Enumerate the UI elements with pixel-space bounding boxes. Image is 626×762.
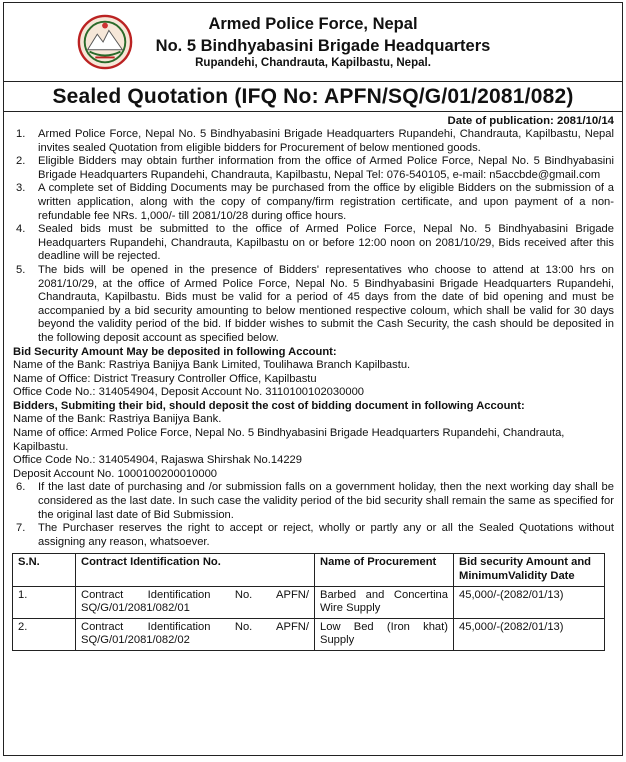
item-number: 6. (16, 481, 26, 494)
list-item (13, 264, 614, 346)
item-text: Armed Police Force, Nepal No. 5 Bindhyabasini Brigade Headquarters Rupandehi, Chandrauta, Kapilbastu, Nepal invites sealed Quotation from eligible bidders for Procurement of below mentioned goods. (38, 128, 614, 154)
item-text: The Purchaser reserves the right to accept or reject, wholly or partly any or all the Sealed Quotations without assigning any reason, whatsoever. (38, 522, 614, 548)
bidding-doc-heading: Bidders, Submiting their bid, should deposit the cost of bidding document in following Account: (13, 399, 525, 412)
item-text: Sealed bids must be submitted to the office of Armed Police Force, Nepal No. 5 Bindhyabasini Brigade Headquarters Rupandehi, Chandrauta, Kapilbastu on or before 12:00 noon on 2081/10/29, Bids received after this deadline will be rejected. (38, 223, 614, 263)
procurement-table (12, 553, 605, 651)
bid-security-heading: Bid Security Amount May be deposited in following Account: (13, 345, 337, 358)
column-header-procurement: Name of Procurement (315, 554, 454, 586)
bid-security-codes: Office Code No.: 314054904, Deposit Account No. 3110100102030000 (13, 386, 365, 399)
item-text: Eligible Bidders may obtain further information from the office of Armed Police Force, Nepal No. 5 Bindhyabasini Brigade Headquarters Rupandehi, Chandrauta, Kapilbastu, Nepal Tel: 076-540105, e-mail: n5accbde@gmail.com (38, 155, 614, 181)
quotation-title: Sealed Quotation (IFQ No: APFN/SQ/G/01/2081/082) (4, 81, 622, 112)
list-item (13, 182, 614, 223)
item-text: The bids will be opened in the presence of Bidders' representatives who choose to attend at 13:00 hrs on 2081/10/29, at the office of Armed Police Force, Nepal No. 5 Bindhyabasini Brigade Headquarters Rupandehi, Chandrauta, Kapilbastu. Bids must be valid for a period of 45 days from the date of bid opening and must be accompanied by a bid security amounting to below mentioned respective coloum, which shall be valid for 30 days beyond the validity period of the bid. If bidder wishes to submit the Cash Security, the cash should be deposited in the following deposit account as specified below. (38, 263, 614, 344)
bidding-doc-deposit: Deposit Account No. 1000100200010000 (13, 467, 218, 480)
bid-security-office: Name of Office: District Treasury Controller Office, Kapilbastu (13, 372, 317, 385)
list-item (13, 481, 614, 522)
org-title: Armed Police Force, Nepal (208, 15, 418, 33)
item-number: 2. (16, 155, 26, 168)
cell-bid-security: 45,000/-(2082/01/13) (454, 618, 605, 650)
item-number: 4. (16, 223, 26, 236)
bidding-doc-codes: Office Code No.: 314054904, Rajaswa Shirshak No.14229 (13, 454, 302, 467)
cell-contract-id: Contract Identification No. APFN/ SQ/G/01/2081/082/02 (76, 618, 315, 650)
brigade-title: No. 5 Bindhyabasini Brigade Headquarters (155, 37, 491, 55)
cell-procurement: Low Bed (Iron khat) Supply (315, 618, 454, 650)
table-row (13, 618, 605, 650)
column-header-sn: S.N. (13, 554, 76, 586)
item-number: 1. (16, 128, 26, 140)
cell-sn: 2. (13, 618, 76, 650)
cell-procurement: Barbed and Concertina Wire Supply (315, 586, 454, 618)
notice-body (4, 128, 622, 549)
item-text: A complete set of Bidding Documents may be purchased from the office by eligible Bidders on the submission of a written application, along with the copy of company/firm registration certificate, and upon payment of a non-refundable fee NRs. 1,000/- till 2081/10/28 during office hours. (38, 182, 614, 222)
item-number: 3. (16, 182, 26, 195)
list-item (13, 522, 614, 549)
notice-header (4, 3, 622, 77)
item-number: 7. (16, 522, 26, 535)
publication-date: Date of publication: 2081/10/14 (447, 115, 614, 127)
table-header-row (13, 554, 605, 586)
column-header-bid-security: Bid security Amount and MinimumValidity Date (454, 554, 605, 586)
bid-security-bank: Name of the Bank: Rastriya Banijya Bank Limited, Toulihawa Branch Kapilbastu. (13, 359, 411, 372)
item-text: If the last date of purchasing and /or submission falls on a government holiday, then the next working day shall be considered as the last date. In such case the validity period of the bid security shall remain the same as specified for the original last date of Bid Submission. (38, 481, 614, 521)
list-item (13, 128, 614, 155)
notice-page (3, 2, 623, 756)
cell-contract-id: Contract Identification No. APFN/ SQ/G/01/2081/082/01 (76, 586, 315, 618)
table-row (13, 586, 605, 618)
cell-bid-security: 45,000/-(2082/01/13) (454, 586, 605, 618)
bidding-doc-bank: Name of the Bank: Rastriya Banijya Bank. (13, 413, 222, 426)
item-number: 5. (16, 263, 26, 276)
bidding-doc-office: Name of office: Armed Police Force, Nepal No. 5 Bindhyabasini Brigade Headquarters Rupandehi, Chandrauta, Kapilbastu. (13, 427, 565, 453)
column-header-contract-id: Contract Identification No. (76, 554, 315, 586)
cell-sn: 1. (13, 586, 76, 618)
list-item (13, 223, 614, 264)
list-item (13, 155, 614, 182)
org-address: Rupandehi, Chandrauta, Kapilbastu, Nepal. (195, 57, 431, 69)
